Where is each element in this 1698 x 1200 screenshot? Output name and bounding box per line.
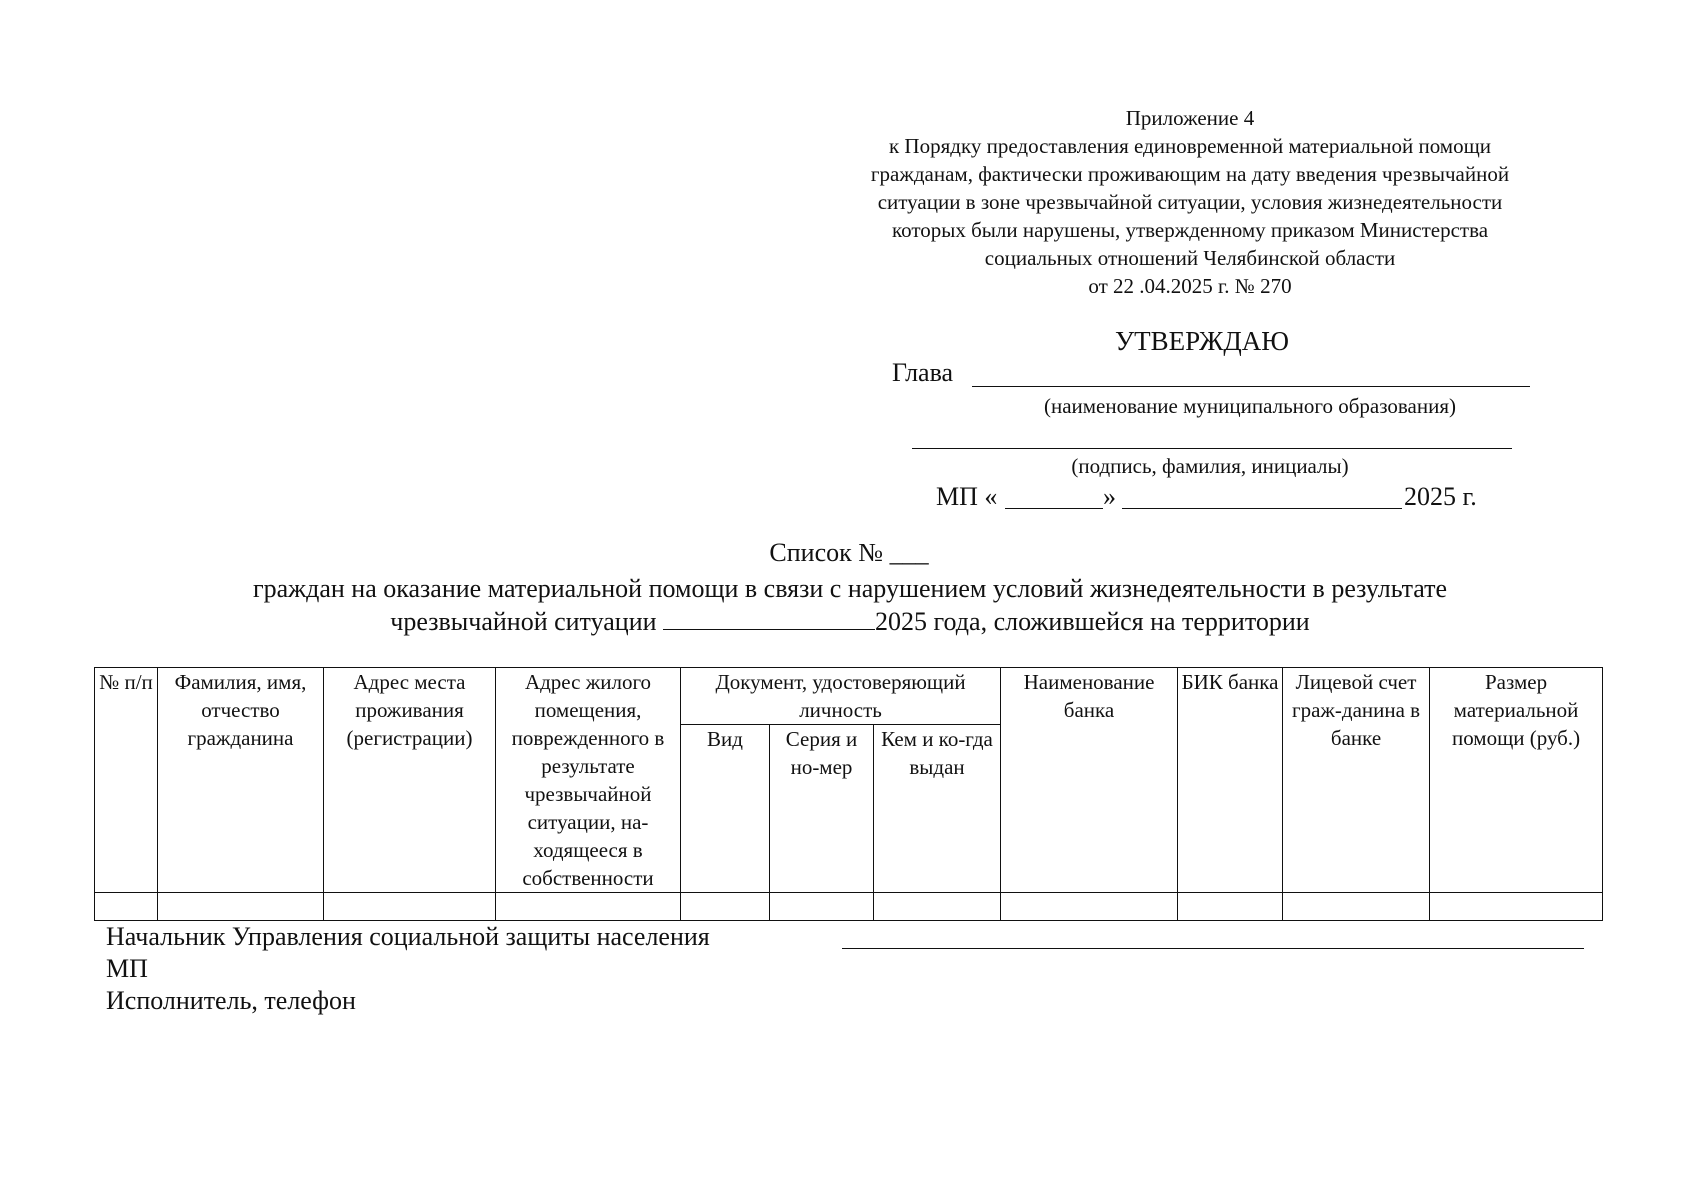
appendix-line: от 22 .04.2025 г. № 270 [1088, 274, 1292, 298]
col-dwelling-header: Адрес жилого помещения, поврежденного в результате чрезвычайной ситуации, на-ходящееся в собственности [496, 668, 681, 893]
head-label: Глава [892, 358, 954, 387]
citizens-table [94, 667, 1603, 921]
table-cell [496, 893, 681, 921]
list-subtitle-after: 2025 года, сложившейся на территории [875, 607, 1310, 636]
municipality-caption: (наименование муниципального образования) [1043, 394, 1457, 418]
table-cell [1283, 893, 1430, 921]
appendix-line: ситуации в зоне чрезвычайной ситуации, условия жизнедеятельности [877, 190, 1503, 214]
col-num-header: № п/п [95, 668, 158, 893]
list-title: Список № ___ [769, 538, 929, 567]
period-blank [663, 605, 875, 630]
col-registration-header: Адрес места проживания (регистрации) [324, 668, 496, 893]
col-doc-series-header: Серия и но-мер [770, 725, 874, 893]
table-cell [1430, 893, 1603, 921]
quote-close: » [1103, 482, 1116, 511]
appendix-line: гражданам, фактически проживающим на дату введения чрезвычайной [870, 162, 1510, 186]
appendix-line: которых были нарушены, утвержденному приказом Министерства [891, 218, 1489, 242]
col-doc-issued-header: Кем и ко-гда выдан [874, 725, 1001, 893]
appendix-line: Приложение 4 [1125, 106, 1255, 130]
mp-label: МП « [936, 482, 998, 511]
list-subtitle-before: чрезвычайной ситуации [390, 607, 657, 636]
year-label: 2025 г. [1404, 482, 1477, 511]
table-cell [681, 893, 770, 921]
list-subtitle-line1: граждан на оказание материальной помощи в связи с нарушением условий жизнедеятельности в результате [252, 574, 1448, 603]
table-cell [95, 893, 158, 921]
month-line [1122, 508, 1402, 509]
col-doc-type-header: Вид [681, 725, 770, 893]
municipality-line [972, 386, 1530, 387]
table-cell [324, 893, 496, 921]
list-subtitle [150, 572, 1550, 638]
chief-label: Начальник Управления социальной защиты населения [106, 922, 710, 951]
day-line [1005, 508, 1103, 509]
col-document-header: Документ, удостоверяющий личность [681, 668, 1001, 725]
appendix-line: социальных отношений Челябинской области [984, 246, 1396, 270]
table-cell [1001, 893, 1178, 921]
executor-label: Исполнитель, телефон [106, 986, 356, 1015]
table-cell [158, 893, 324, 921]
col-amount-header: Размер материальной помощи (руб.) [1430, 668, 1603, 893]
chief-signature-line [842, 948, 1584, 949]
table-cell [770, 893, 874, 921]
appendix-line: к Порядку предоставления единовременной материальной помощи [888, 134, 1491, 158]
mp-footer: МП [106, 954, 148, 983]
col-bik-header: БИК банка [1178, 668, 1283, 893]
col-bank-header: Наименование банка [1001, 668, 1178, 893]
approval-title: УТВЕРЖДАЮ [1115, 326, 1290, 356]
list-subtitle-line2 [150, 605, 1550, 638]
col-account-header: Лицевой счет граж-данина в банке [1283, 668, 1430, 893]
appendix-block [800, 104, 1580, 300]
signature-line [912, 448, 1512, 449]
col-name-header: Фамилия, имя, отчество гражданина [158, 668, 324, 893]
table-cell [1178, 893, 1283, 921]
table-row [95, 893, 1603, 921]
table-cell [874, 893, 1001, 921]
signature-caption: (подпись, фамилия, инициалы) [1071, 454, 1349, 478]
